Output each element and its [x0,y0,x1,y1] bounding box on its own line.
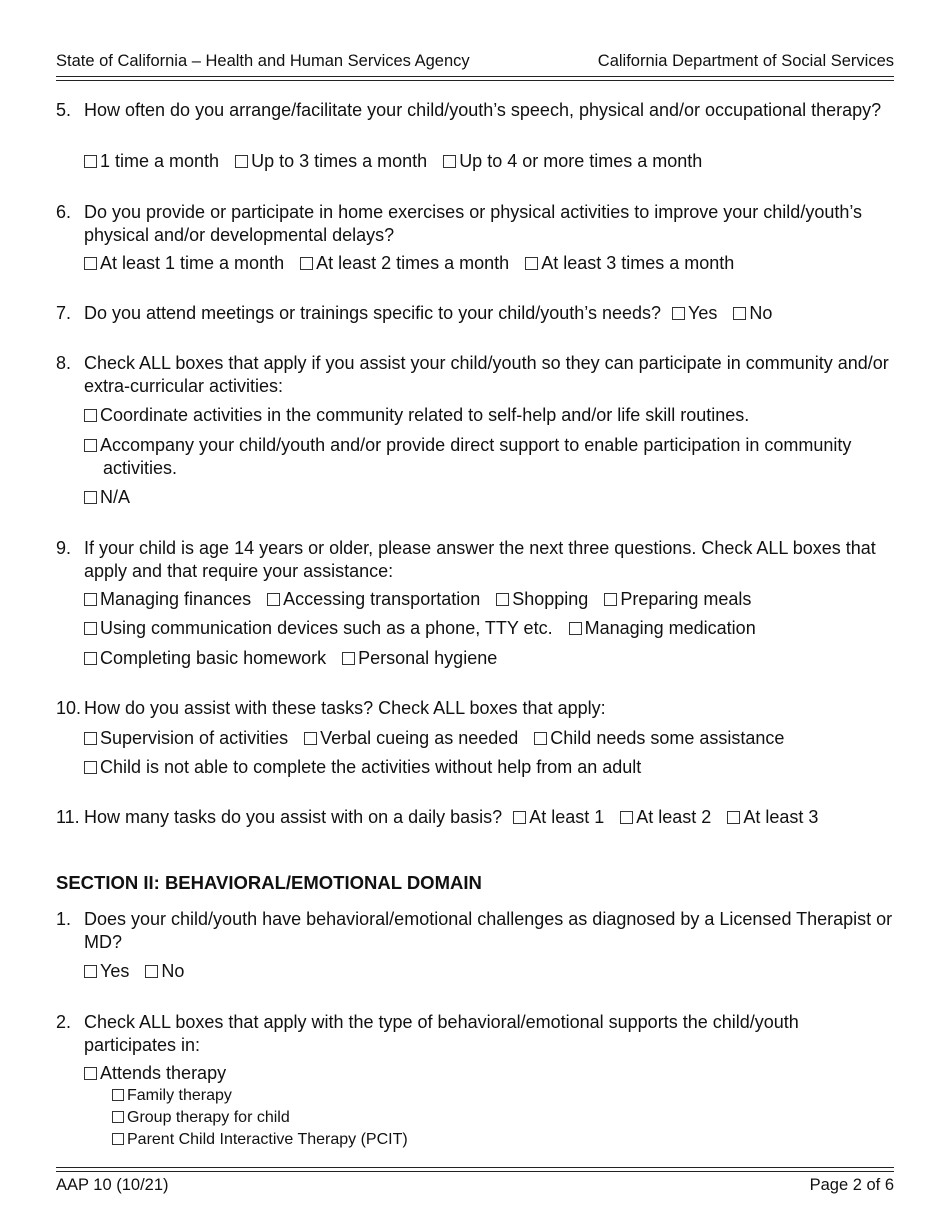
checkbox-icon[interactable] [84,409,97,422]
checkbox-icon[interactable] [496,593,509,606]
checkbox-icon[interactable] [620,811,633,824]
q9-option[interactable]: Completing basic homework [84,647,326,670]
question-10 [56,697,894,720]
q10-options-row2 [84,756,652,779]
checkbox-icon[interactable] [342,652,355,665]
s2q2-option-attends-therapy[interactable]: Attends therapy [84,1062,226,1085]
q5-option-3[interactable]: Up to 4 or more times a month [443,150,702,173]
checkbox-icon[interactable] [84,732,97,745]
question-text: How do you assist with these tasks? Check ALL boxes that apply: [84,698,606,718]
checkbox-icon[interactable] [267,593,280,606]
question-9 [56,537,894,583]
q5-options [84,150,713,173]
question-5 [56,99,894,122]
q8-option-3[interactable]: N/A [84,486,130,509]
q7-option-no[interactable]: No [733,302,772,325]
s2q1-option-yes[interactable]: Yes [84,960,129,983]
checkbox-icon[interactable] [443,155,456,168]
question-number: 5. [56,100,72,120]
q10-option[interactable]: Verbal cueing as needed [304,727,518,750]
checkbox-icon[interactable] [84,965,97,978]
footer-rule [56,1167,894,1172]
q9-option[interactable]: Personal hygiene [342,647,497,670]
q6-option-3[interactable]: At least 3 times a month [525,252,734,275]
header-agency: State of California – Health and Human Services Agency [56,52,470,70]
question-11 [56,806,894,829]
checkbox-icon[interactable] [513,811,526,824]
s2q2-sub-option[interactable]: Family therapy [112,1085,232,1107]
question-number: 8. [56,353,72,373]
checkbox-icon[interactable] [84,491,97,504]
checkbox-icon[interactable] [569,622,582,635]
q8-option-2[interactable]: Accompany your child/youth and/or provide direct support to enable participation in community activities. [84,434,894,480]
page-number: Page 2 of 6 [809,1176,894,1194]
question-text: If your child is age 14 years or older, please answer the next three questions. Check ALL boxes that apply and that require your assistance: [84,538,876,581]
checkbox-icon[interactable] [604,593,617,606]
checkbox-icon[interactable] [112,1133,124,1145]
question-text: Do you attend meetings or trainings specific to your child/youth’s needs? [84,303,661,323]
page-header [56,52,894,74]
checkbox-icon[interactable] [733,307,746,320]
q9-option[interactable]: Shopping [496,588,588,611]
question-6 [56,201,894,247]
q10-option[interactable]: Supervision of activities [84,727,288,750]
section2-question-2 [56,1011,894,1057]
checkbox-icon[interactable] [534,732,547,745]
checkbox-icon[interactable] [112,1111,124,1123]
q11-option-2[interactable]: At least 2 [620,806,711,829]
question-text: Does your child/youth have behavioral/emotional challenges as diagnosed by a Licensed Therapist or MD? [84,909,893,952]
question-number: 7. [56,303,72,323]
q11-option-1[interactable]: At least 1 [513,806,604,829]
checkbox-icon[interactable] [84,1067,97,1080]
question-text: How many tasks do you assist with on a daily basis? [84,807,503,827]
s2q2-sub-option[interactable]: Parent Child Interactive Therapy (PCIT) [112,1129,408,1151]
s2q2-sub-option[interactable]: Group therapy for child [112,1107,290,1129]
header-department: California Department of Social Services [597,52,894,70]
question-line [84,806,894,829]
checkbox-icon[interactable] [84,652,97,665]
q9-option[interactable]: Managing finances [84,588,251,611]
question-number: 10. [56,698,82,718]
checkbox-icon[interactable] [672,307,685,320]
q9-option[interactable]: Accessing transportation [267,588,480,611]
question-number: 11. [56,807,80,827]
question-line [84,302,894,325]
checkbox-icon[interactable] [112,1089,124,1101]
question-number: 9. [56,538,72,558]
checkbox-icon[interactable] [300,257,313,270]
question-number: 6. [56,202,72,222]
checkbox-icon[interactable] [84,761,97,774]
checkbox-icon[interactable] [727,811,740,824]
s2q1-options [84,960,195,983]
q9-options-row1 [84,588,762,611]
section2-question-1 [56,908,894,954]
q9-options-row2 [84,617,767,640]
header-rule [56,76,894,81]
checkbox-icon[interactable] [84,155,97,168]
checkbox-icon[interactable] [145,965,158,978]
question-number: 1. [56,909,72,929]
q7-option-yes[interactable]: Yes [672,302,717,325]
checkbox-icon[interactable] [525,257,538,270]
question-7 [56,302,894,325]
s2q1-option-no[interactable]: No [145,960,184,983]
q9-option[interactable]: Managing medication [569,617,756,640]
q5-option-2[interactable]: Up to 3 times a month [235,150,427,173]
checkbox-icon[interactable] [84,593,97,606]
q8-option-1[interactable]: Coordinate activities in the community related to self-help and/or life skill routines. [84,404,749,427]
q11-option-3[interactable]: At least 3 [727,806,818,829]
q6-option-1[interactable]: At least 1 time a month [84,252,284,275]
q5-option-1[interactable]: 1 time a month [84,150,219,173]
question-number: 2. [56,1012,72,1032]
q9-options-row3 [84,647,508,670]
q6-options [84,252,745,275]
q9-option[interactable]: Using communication devices such as a phone, TTY etc. [84,617,553,640]
checkbox-icon[interactable] [84,257,97,270]
question-text: Do you provide or participate in home exercises or physical activities to improve your child/youth’s physical and/or developmental delays? [84,202,863,245]
q6-option-2[interactable]: At least 2 times a month [300,252,509,275]
question-text: Check ALL boxes that apply if you assist your child/youth so they can participate in community and/or extra-curricular activities: [84,353,889,396]
checkbox-icon[interactable] [84,439,97,452]
checkbox-icon[interactable] [235,155,248,168]
form-number: AAP 10 (10/21) [56,1176,169,1194]
section-heading: SECTION II: BEHAVIORAL/EMOTIONAL DOMAIN [56,872,482,893]
q10-options-row1 [84,727,795,750]
question-text: How often do you arrange/facilitate your child/youth’s speech, physical and/or occupational therapy? [84,100,882,120]
question-8 [56,352,894,398]
checkbox-icon[interactable] [84,622,97,635]
q9-option[interactable]: Preparing meals [604,588,751,611]
checkbox-icon[interactable] [304,732,317,745]
q10-option[interactable]: Child needs some assistance [534,727,784,750]
question-text: Check ALL boxes that apply with the type of behavioral/emotional supports the child/youth participates in: [84,1012,799,1055]
q10-option[interactable]: Child is not able to complete the activities without help from an adult [84,756,641,779]
